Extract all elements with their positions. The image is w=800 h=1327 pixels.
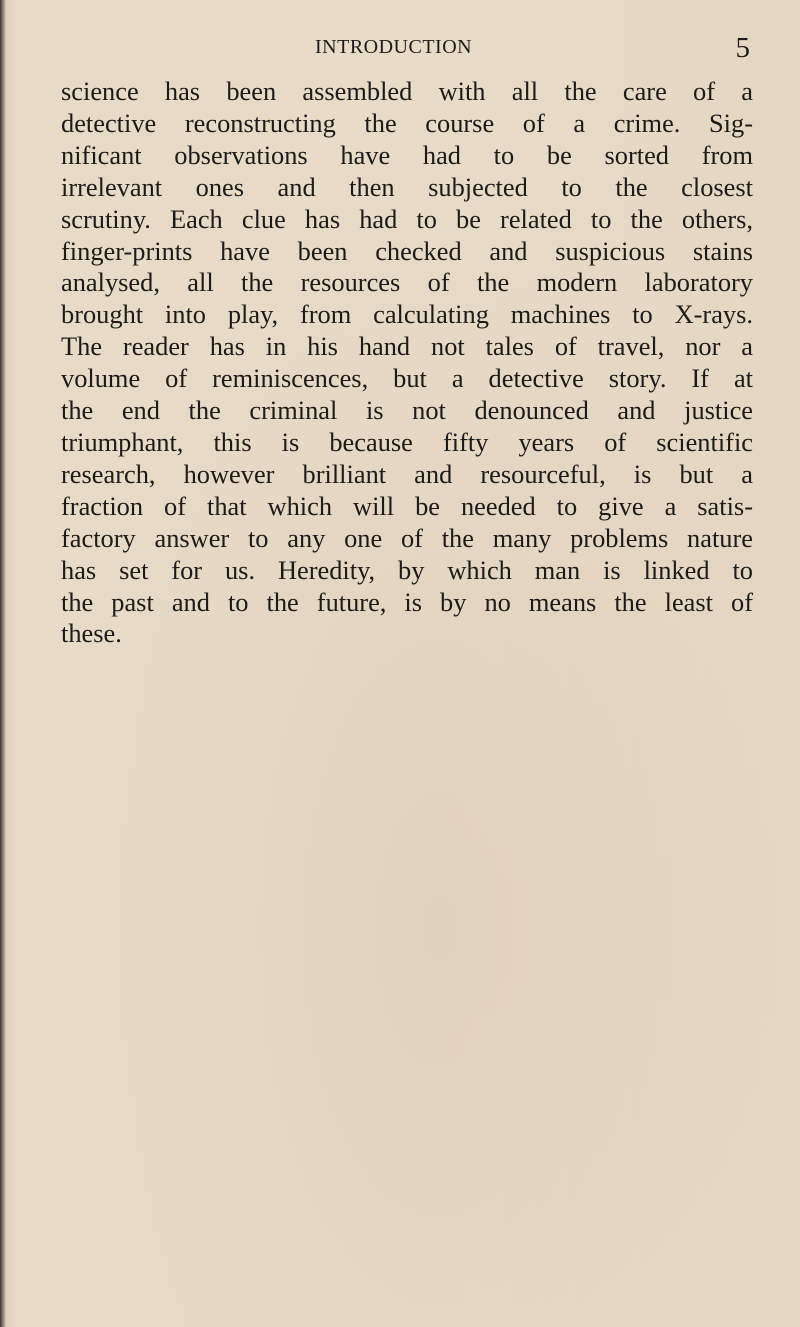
text-line: factory answer to any one of the many problems nature: [61, 522, 753, 553]
text-line: finger-prints have been checked and suspicious stains: [61, 235, 753, 266]
text-line: triumphant, this is because fifty years of scientific: [61, 426, 753, 457]
text-line: fraction of that which will be needed to give a satis-: [61, 490, 753, 521]
text-line: research, however brilliant and resourceful, is but a: [61, 458, 753, 489]
text-line: analysed, all the resources of the modern laboratory: [61, 267, 753, 298]
text-line: the end the criminal is not denounced and justice: [61, 395, 753, 426]
text-line: brought into play, from calculating machines to X-rays.: [61, 299, 753, 330]
text-line: scrutiny. Each clue has had to be related to the others,: [61, 203, 753, 234]
body-paragraph: [61, 76, 753, 650]
text-line: has set for us. Heredity, by which man is linked to: [61, 554, 753, 585]
text-line: volume of reminiscences, but a detective story. If at: [61, 363, 753, 394]
page-spine-edge: [0, 0, 6, 1327]
text-line: irrelevant ones and then subjected to the closest: [61, 171, 753, 202]
page-header: [60, 32, 750, 64]
running-head: INTRODUCTION: [315, 36, 473, 58]
text-line: detective reconstructing the course of a crime. Sig-: [61, 107, 753, 138]
text-line: The reader has in his hand not tales of travel, nor a: [61, 331, 753, 362]
text-line: science has been assembled with all the care of a: [61, 76, 753, 106]
text-line: these.: [61, 618, 122, 649]
text-line: the past and to the future, is by no means the least of: [61, 586, 753, 617]
page-number: 5: [735, 32, 750, 64]
text-line: nificant observations have had to be sorted from: [61, 139, 753, 170]
